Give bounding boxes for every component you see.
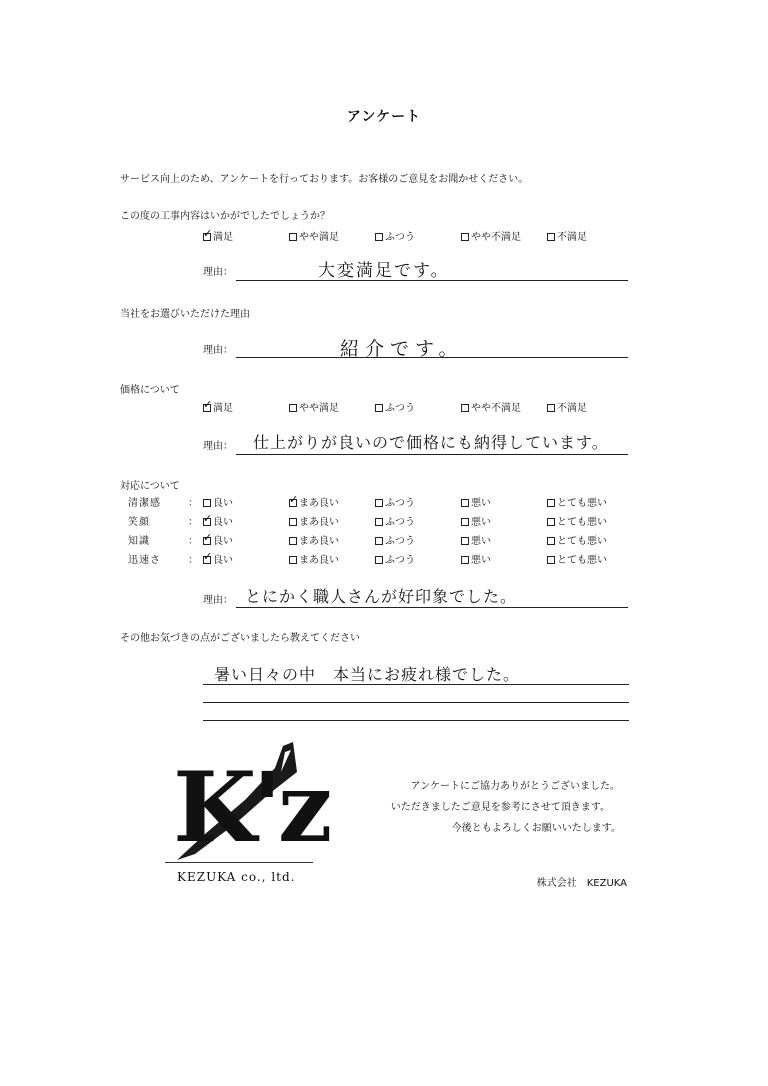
q4-row-2-option-5[interactable] <box>547 513 607 528</box>
q4-row-2-option-2[interactable] <box>289 513 339 528</box>
checkbox-icon[interactable] <box>203 537 211 545</box>
q1-question: この度の工事内容はいかがでしたでしょうか？ <box>120 211 330 222</box>
q4-row-4-option-4[interactable] <box>461 551 491 566</box>
logo-mark: K'z <box>173 751 329 864</box>
checkbox-icon[interactable] <box>547 556 555 564</box>
q3-reason-answer: 仕上がりが良いので価格にも納得しています。 <box>253 433 609 452</box>
q2-reason-answer: 紹介です。 <box>340 338 464 360</box>
option-label: ふつう <box>385 536 415 547</box>
intro-text: サービス向上のため、アンケートを行っております。お客様のご意見をお聞かせください。 <box>120 174 529 185</box>
q3-option-2[interactable] <box>289 399 339 414</box>
q4-row-colon: ： <box>188 555 198 566</box>
option-label: ふつう <box>385 403 415 414</box>
checkbox-icon[interactable] <box>461 404 469 412</box>
q4-row-2-option-4[interactable] <box>461 513 491 528</box>
option-label: 良い <box>213 498 233 509</box>
option-label: ふつう <box>385 232 415 243</box>
checkbox-icon[interactable] <box>461 537 469 545</box>
option-label: とても悪い <box>557 536 607 547</box>
closing-line-1: アンケートにご協力ありがとうございました。 <box>410 781 620 792</box>
q3-reason-label: 理由： <box>203 441 233 452</box>
checkbox-icon[interactable] <box>375 233 383 241</box>
option-label: 満足 <box>213 403 233 414</box>
q4-row-3-option-4[interactable] <box>461 532 491 547</box>
q4-row-4-option-2[interactable] <box>289 551 339 566</box>
checkbox-icon[interactable] <box>375 537 383 545</box>
q2-reason-label: 理由： <box>203 345 233 356</box>
checkbox-icon[interactable] <box>461 499 469 507</box>
q4-reason-line <box>236 607 628 608</box>
q1-option-3[interactable] <box>375 228 415 243</box>
company-logo <box>165 742 329 892</box>
q1-reason-answer: 大変満足です。 <box>318 261 450 281</box>
q4-row-4-option-5[interactable] <box>547 551 607 566</box>
q4-row-1-option-3[interactable] <box>375 494 415 509</box>
checkbox-icon[interactable] <box>203 233 211 241</box>
option-label: 悪い <box>471 536 491 547</box>
checkbox-icon[interactable] <box>289 556 297 564</box>
q5-line-2 <box>203 702 629 703</box>
option-label: まあ良い <box>299 555 339 566</box>
page-title: アンケート <box>346 109 422 125</box>
option-label: とても悪い <box>557 555 607 566</box>
option-label: 悪い <box>471 555 491 566</box>
option-label: 不満足 <box>557 232 587 243</box>
q4-row-label: 知識 <box>128 536 150 547</box>
q1-option-2[interactable] <box>289 228 339 243</box>
checkbox-icon[interactable] <box>375 499 383 507</box>
option-label: 良い <box>213 536 233 547</box>
q4-row-colon: ： <box>188 498 198 509</box>
q3-option-4[interactable] <box>461 399 521 414</box>
logo-subtitle: KEZUKA co., ltd. <box>177 870 296 884</box>
option-label: 不満足 <box>557 403 587 414</box>
q4-row-4-option-3[interactable] <box>375 551 415 566</box>
q1-reason-label: 理由： <box>203 267 233 278</box>
checkbox-icon[interactable] <box>375 404 383 412</box>
q4-row-2-option-1[interactable] <box>203 513 233 528</box>
q4-row-1-option-1[interactable] <box>203 494 233 509</box>
option-label: とても悪い <box>557 498 607 509</box>
checkbox-icon[interactable] <box>203 518 211 526</box>
option-label: とても悪い <box>557 517 607 528</box>
q1-option-1[interactable] <box>203 228 233 243</box>
checkbox-icon[interactable] <box>289 499 297 507</box>
q4-row-2-option-3[interactable] <box>375 513 415 528</box>
option-label: 悪い <box>471 517 491 528</box>
closing-line-3: 今後ともよろしくお願いいたします。 <box>451 823 621 834</box>
q3-question: 価格について <box>120 385 180 396</box>
q4-reason-label: 理由： <box>203 595 233 606</box>
checkbox-icon[interactable] <box>461 518 469 526</box>
checkbox-icon[interactable] <box>547 233 555 241</box>
checkbox-icon[interactable] <box>289 537 297 545</box>
checkbox-icon[interactable] <box>547 404 555 412</box>
option-label: 良い <box>213 555 233 566</box>
checkbox-icon[interactable] <box>289 518 297 526</box>
q4-row-1-option-4[interactable] <box>461 494 491 509</box>
q4-row-label: 清潔感 <box>128 498 161 509</box>
checkbox-icon[interactable] <box>203 404 211 412</box>
q5-answer: 暑い日々の中 本当にお疲れ様でした。 <box>214 665 521 684</box>
q1-option-5[interactable] <box>547 228 587 243</box>
option-label: やや満足 <box>299 403 339 414</box>
checkbox-icon[interactable] <box>289 404 297 412</box>
q4-question: 対応について <box>120 481 180 492</box>
checkbox-icon[interactable] <box>375 556 383 564</box>
closing-line-2: いただきましたご意見を参考にさせて頂きます。 <box>390 802 610 813</box>
q4-reason-answer: とにかく職人さんが好印象でした。 <box>245 587 518 606</box>
q4-row-3-option-5[interactable] <box>547 532 607 547</box>
company-name: 株式会社 KEZUKA <box>536 878 627 889</box>
option-label: まあ良い <box>299 498 339 509</box>
checkbox-icon[interactable] <box>547 499 555 507</box>
q2-question: 当社をお選びいただけた理由 <box>120 309 250 320</box>
q1-option-4[interactable] <box>461 228 521 243</box>
logo-divider <box>165 862 313 863</box>
q4-row-1-option-5[interactable] <box>547 494 607 509</box>
checkbox-icon[interactable] <box>375 518 383 526</box>
q1-reason-line <box>236 280 628 281</box>
option-label: ふつう <box>385 555 415 566</box>
option-label: 満足 <box>213 232 233 243</box>
q4-row-3-option-2[interactable] <box>289 532 339 547</box>
option-label: 悪い <box>471 498 491 509</box>
q4-row-label: 迅速さ <box>128 555 161 566</box>
q4-row-4-option-1[interactable] <box>203 551 233 566</box>
option-label: まあ良い <box>299 517 339 528</box>
q3-reason-line <box>236 454 628 455</box>
q3-option-1[interactable] <box>203 399 233 414</box>
option-label: やや不満足 <box>471 403 521 414</box>
option-label: ふつう <box>385 517 415 528</box>
option-label: やや不満足 <box>471 232 521 243</box>
q4-row-label: 笑顔 <box>128 517 150 528</box>
q2-reason-line <box>236 357 628 358</box>
q4-row-3-option-3[interactable] <box>375 532 415 547</box>
checkbox-icon[interactable] <box>547 537 555 545</box>
q4-row-colon: ： <box>188 536 198 547</box>
q3-option-5[interactable] <box>547 399 587 414</box>
checkbox-icon[interactable] <box>461 556 469 564</box>
q5-line-1 <box>203 684 629 685</box>
option-label: やや満足 <box>299 232 339 243</box>
checkbox-icon[interactable] <box>461 233 469 241</box>
q4-row-1-option-2[interactable] <box>289 494 339 509</box>
option-label: まあ良い <box>299 536 339 547</box>
option-label: 良い <box>213 517 233 528</box>
q3-option-3[interactable] <box>375 399 415 414</box>
checkbox-icon[interactable] <box>289 233 297 241</box>
q4-row-3-option-1[interactable] <box>203 532 233 547</box>
q5-line-3 <box>203 720 629 721</box>
checkbox-icon[interactable] <box>203 499 211 507</box>
option-label: ふつう <box>385 498 415 509</box>
q4-row-colon: ： <box>188 517 198 528</box>
checkbox-icon[interactable] <box>547 518 555 526</box>
checkbox-icon[interactable] <box>203 556 211 564</box>
q5-question: その他お気づきの点がございましたら教えてください <box>120 633 360 644</box>
